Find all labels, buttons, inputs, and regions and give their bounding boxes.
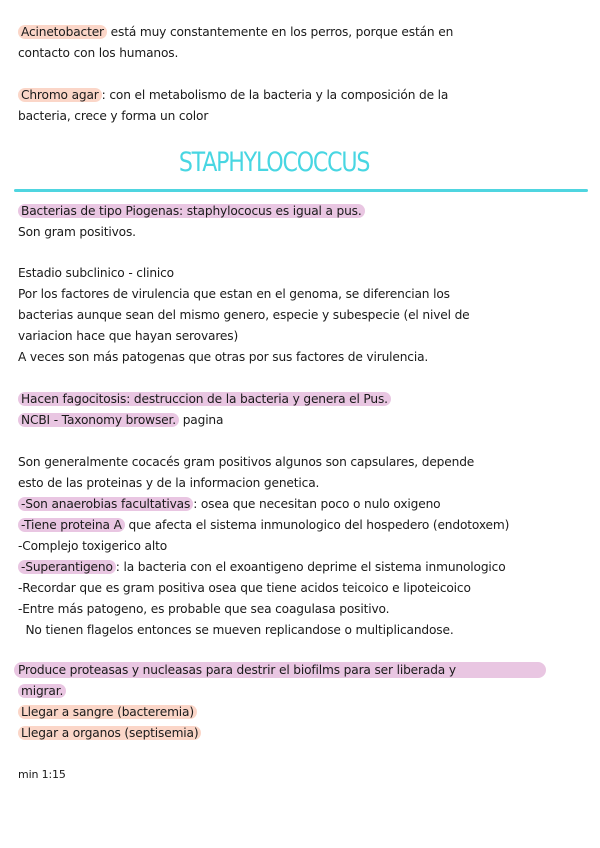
section2-line5: A veces son más patogenas que otras por sus factores de virulencia.	[18, 350, 429, 364]
bullet-coagulasa: -Entre más patogeno, es probable que sea coagulasa positivo.	[18, 602, 390, 616]
bullet-gram-positiva: -Recordar que es gram positiva osea que tiene acidos teicoico e lipoteicoico	[18, 581, 471, 595]
ncbi-taxonomy-browser: NCBI - Taxonomy browser.	[18, 413, 179, 427]
section3-ncbi-line: NCBI - Taxonomy browser. pagina	[18, 412, 223, 428]
section4-line1: Son generalmente cocacés gram positivos algunos son capsulares, depende	[18, 455, 475, 469]
title-underline	[14, 189, 588, 192]
intro-p2-line2: bacteria, crece y forma un color	[18, 109, 209, 123]
section1-line2: Son gram positivos.	[18, 225, 136, 239]
term-chromo-agar: Chromo agar	[18, 88, 102, 102]
page-title: STAPHYLOCOCCUS	[178, 147, 370, 178]
section2-line1: Estadio subclinico - clinico	[18, 266, 174, 280]
section2-line3: bacterias aunque sean del mismo genero, especie y subespecie (el nivel de	[18, 308, 470, 322]
bullet-proteina-a: -Tiene proteina A que afecta el sistema inmunologico del hospedero (endotoxem)	[18, 517, 509, 533]
section5-line3: Llegar a sangre (bacteremia)	[18, 704, 197, 720]
section2-line4: variacion hace que hayan serovares)	[18, 329, 239, 343]
bullet-complejo: -Complejo toxigerico alto	[18, 539, 168, 553]
section2-line2: Por los factores de virulencia que estan en el genoma, se diferencian los	[18, 287, 450, 301]
intro-p2-line1: Chromo agar : con el metabolismo de la bacteria y la composición de la	[18, 87, 448, 103]
section4-line2: esto de las proteinas y de la informacion genetica.	[18, 476, 320, 490]
section5-line2: migrar.	[18, 683, 66, 699]
intro-p1-line1: Acinetobacter está muy constantemente en los perros, porque están en	[18, 24, 453, 40]
section5-line4: Llegar a organos (septisemia)	[18, 725, 201, 741]
section1-line1: Bacterias de tipo Piogenas: staphylococus es igual a pus.	[18, 203, 365, 219]
timestamp-note: min 1:15	[18, 768, 66, 781]
section3-line1: Hacen fagocitosis: destruccion de la bacteria y genera el Pus.	[18, 391, 391, 407]
section5-line1: Produce proteasas y nucleasas para destrir el biofilms para ser liberada y	[18, 663, 456, 677]
bullet-superantigeno: -Superantigeno : la bacteria con el exoantigeno deprime el sistema inmunologico	[18, 559, 506, 575]
intro-p1-line2: contacto con los humanos.	[18, 46, 179, 60]
term-acinetobacter: Acinetobacter	[18, 25, 107, 39]
bullet-anaerobias: -Son anaerobias facultativas : osea que necesitan poco o nulo oxigeno	[18, 496, 440, 512]
bullet-flagelos: No tienen flagelos entonces se mueven replicandose o multiplicandose.	[18, 623, 454, 637]
